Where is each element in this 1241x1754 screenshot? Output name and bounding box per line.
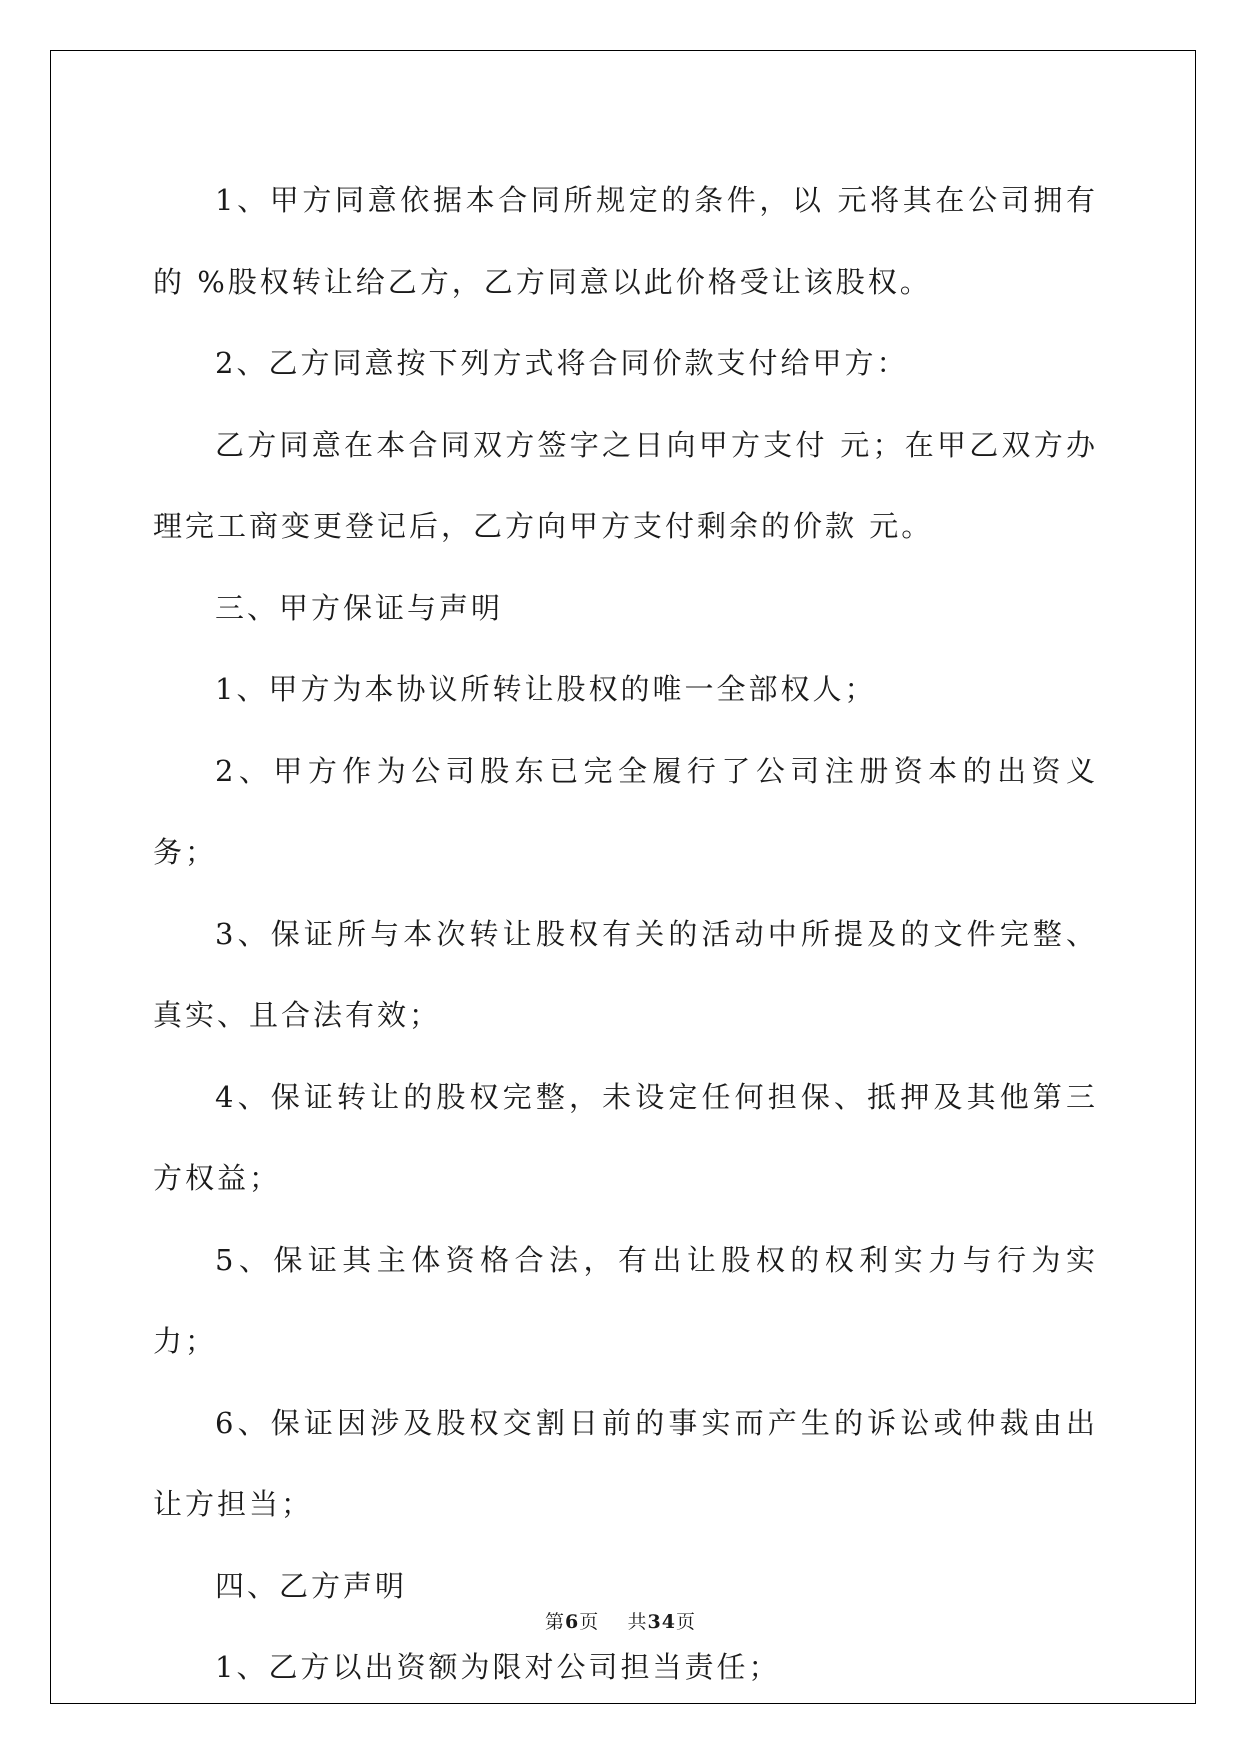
paragraph-9: 5、保证其主体资格合法，有出让股权的权利实力与行为实力；	[153, 1242, 1098, 1358]
document-body	[153, 160, 1098, 1709]
paragraph-1: 1、甲方同意依据本合同所规定的条件，以 元将其在公司拥有的 %股权转让给乙方，乙方同意以此价格受让该股权。	[153, 183, 1098, 299]
section-heading-4: 四、乙方声明	[215, 1568, 408, 1603]
paragraph-8: 4、保证转让的股权完整，未设定任何担保、抵押及其他第三方权益；	[153, 1079, 1098, 1195]
paragraph-12: 1、乙方以出资额为限对公司担当责任；	[215, 1650, 781, 1684]
paragraph-3: 乙方同意在本合同双方签字之日向甲方支付 元；在甲乙双方办理完工商变更登记后，乙方向甲方支付剩余的价款 元。	[153, 427, 1098, 543]
total-suffix: 页	[675, 1611, 696, 1633]
paragraph-5: 1、甲方为本协议所转让股权的唯一全部权人；	[215, 672, 877, 706]
section-heading-3: 三、甲方保证与声明	[215, 590, 504, 625]
paragraph-10: 6、保证因涉及股权交割日前的事实而产生的诉讼或仲裁由出让方担当；	[153, 1405, 1098, 1521]
paragraph-6: 2、甲方作为公司股东已完全履行了公司注册资本的出资义务；	[153, 753, 1098, 869]
paragraph-2: 2、乙方同意按下列方式将合同价款支付给甲方：	[215, 346, 909, 380]
page-number: 6	[565, 1611, 580, 1633]
page-prefix: 第	[545, 1611, 566, 1633]
page-footer	[0, 1607, 1241, 1634]
page-suffix: 页	[579, 1611, 600, 1633]
total-prefix: 共	[627, 1611, 648, 1633]
paragraph-7: 3、保证所与本次转让股权有关的活动中所提及的文件完整、真实、且合法有效；	[153, 916, 1098, 1032]
total-pages: 34	[647, 1611, 676, 1633]
